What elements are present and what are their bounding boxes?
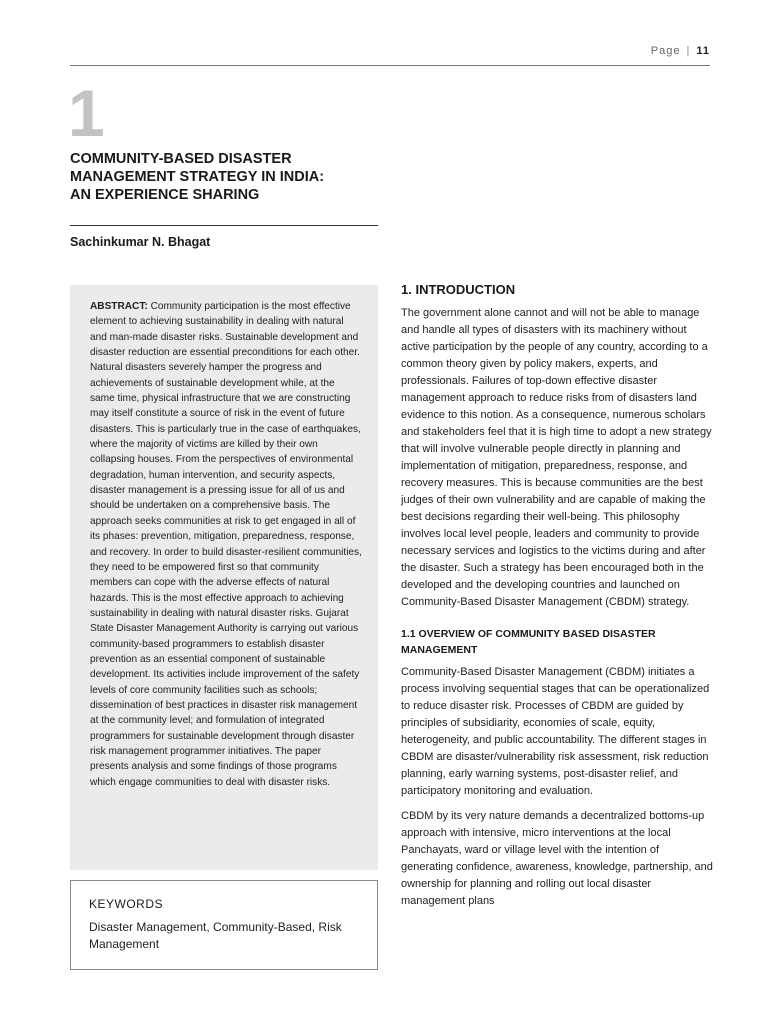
paper-title [70, 150, 370, 204]
keywords-list: Disaster Management, Community-Based, Risk Management [89, 920, 342, 951]
page-header [651, 45, 710, 57]
overview-paragraph: CBDM by its very nature demands a decentralized bottoms-up approach with intensive, micro interventions at the local Panchayats, ward or village level with the intention of generating confidence, awareness, knowledge, partnership, and ownership for planning and rolling out local disaster management plans [401, 810, 713, 907]
author-name: Sachinkumar N. Bhagat [70, 235, 211, 249]
keywords-box [70, 880, 378, 970]
right-column [401, 282, 713, 910]
overview-paragraph: Community-Based Disaster Management (CBDM) initiates a process involving sequential stages that can be operationalized to reduce disaster risk. Processes of CBDM are guided by principles of subsidiarity, economies of scale, equity, heterogeneity, and public accountability. The different stages in CBDM are disaster/vulnerability risk assessment, risk reduction planning, early warning systems, post-disaster relief, and participatory monitoring and evaluation. [401, 666, 710, 797]
page-number: 11 [696, 45, 710, 57]
keywords-title: KEYWORDS [89, 897, 164, 911]
chapter-number: 1 [68, 76, 105, 150]
title-line: MANAGEMENT STRATEGY IN INDIA: [70, 169, 325, 185]
introduction-paragraph: The government alone cannot and will not be able to manage and handle all types of disasters with its machinery without active participation by the people of any country, according to a common theory given by policy makers, experts, and professionals. Failures of top-down effective disaster management approach to reduce risks from of disasters land evidence to this notion. As a consequence, numerous scholars and stakeholders feel that it is high time to adopt a new strategy that will involve vulnerable people directly in planning and implementation of mitigation, preparedness, response, and recovery measures. This is because communities are the best judges of their own vulnerability and are capable of making the best decisions regarding their well-being. This philosophy involves local level people, leaders and community to provide necessary services and logistics to the victims during and after the disaster. Such a strategy has been encouraged both in the developed and the developing countries and launched on Community-Based Disaster Management (CBDM) strategy. [401, 307, 712, 608]
abstract-label: ABSTRACT: [90, 301, 148, 312]
title-line: COMMUNITY-BASED DISASTER [70, 151, 292, 167]
abstract-text: Community participation is the most effective element to achieving sustainability in dealing with natural and man-made disaster risks. Sustainable development and disaster reduction are essential preconditions for each other. Natural disasters severely hamper the progress and achievements of sustainable development while, at the same time, physical infrastructure that we are constructing may itself constitute a source of risk in the event of future disasters. This is particularly true in the case of earthquakes, where the majority of victims are killed by their own collapsing houses. From the perspectives of environmental degradation, human intervention, and security aspects, disaster management is a pressing issue for all of us and should be undertaken on a comprehensive basis. The approach seeks communities at risk to get engaged in all of its phases: prevention, mitigation, preparedness, response, and recovery. In order to build disaster-resilient communities, they need to be empowered first so that community members can cope with the adverse effects of natural hazards. This is the most effective approach to achieving sustainability in dealing with natural disaster risks. Gujarat State Disaster Management Authority is carrying out various community-based programmers to establish disaster prevention as an essential component of sustainable development. Its activities include improvement of the safety levels of core community facilities such as schools; dissemination of best practices in disaster risk management at the community level; and formulation of integrated programmers for sustainable development through disaster risk management programmer initiatives. The paper presents analysis and some findings of those programs which engage communities to deal with disaster risks. [90, 301, 362, 788]
abstract-box [70, 285, 378, 870]
page-label: Page [650, 45, 681, 57]
introduction-heading: 1. INTRODUCTION [401, 282, 516, 297]
abstract-paragraph [90, 299, 362, 790]
header-separator: | [686, 45, 691, 57]
overview-heading: 1.1 OVERVIEW OF COMMUNITY BASED DISASTER MANAGEMENT [401, 628, 656, 656]
title-rule [70, 225, 378, 226]
header-rule [70, 65, 710, 66]
title-line: AN EXPERIENCE SHARING [70, 187, 260, 203]
